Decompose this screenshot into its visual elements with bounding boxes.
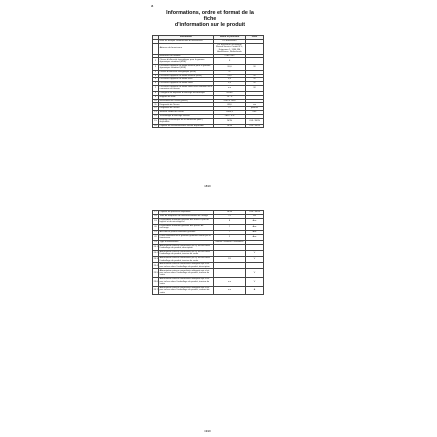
row-number: 5 <box>153 78 159 82</box>
row-value: LED / IPS <box>214 114 246 118</box>
row-value: 0,3 <box>214 82 246 86</box>
row-value: 16 : 9 <box>214 95 246 99</box>
row-unit <box>246 43 264 54</box>
row-value: 27 <box>214 107 246 111</box>
row-unit: V <box>246 250 264 256</box>
row-label: Alimentation externe normalisée adéquate qui n'est pas incluse dans l'emballage du produit, tension de sortie <box>159 278 214 287</box>
row-label: Rapport de taille <box>159 95 214 99</box>
row-number: 23.5 <box>153 269 159 278</box>
row-unit: A <box>246 286 264 295</box>
row-number: 18 <box>154 214 157 217</box>
row-unit: W <box>246 78 264 82</box>
row-label: Puissance appelée en mode arrêt <box>159 78 214 82</box>
row-number: 1 <box>153 58 159 64</box>
row-value: 2560 x 1440 <box>214 99 246 103</box>
row-unit: W <box>246 85 264 91</box>
row-value: n.a <box>214 85 246 91</box>
row-label: Alimentation externe normalisée (EPS) incluse dans l'emballage du produit, tension de sortie <box>159 250 214 256</box>
row-value: LG Electronics European Shared Service Center B.V., Krijgsman 1, 1186 DM Amstelveen, Netherlands <box>214 43 246 54</box>
row-label: Puissance appelée en mode marche pour la gamme dynamique standard (SDR) <box>159 64 214 70</box>
row-value: 20,0 <box>214 64 246 70</box>
table-row <box>153 269 264 278</box>
row-number: 11 <box>154 103 157 106</box>
row-unit: Ans <box>246 234 264 240</box>
row-label: Nom ou marque commerciale du fournisseur <box>159 39 214 43</box>
header-unit: Unité <box>246 36 264 40</box>
row-label: Classe d'efficacité énergétique (HDR) <box>159 70 214 74</box>
row-unit: cm² <box>246 110 264 114</box>
row-number: 15 <box>153 118 159 124</box>
table-row <box>153 278 264 287</box>
row-number: 23.7 <box>153 286 159 295</box>
row-label: Puissance appelée en mode veille avec maintien de la connexion au réseau <box>159 86 213 91</box>
row-unit: Hz <box>246 214 264 218</box>
row-number: 6 <box>153 82 159 86</box>
row-unit: V <box>246 257 264 263</box>
row-number: 23.1 <box>153 244 159 250</box>
row-value: G <box>214 70 246 74</box>
row-value: 75 <box>214 214 246 218</box>
row-label: Capteur de reconnaissance vocale disponible <box>159 124 214 128</box>
row-number: 7 <box>153 85 159 91</box>
row-label: Référence du modèle <box>159 54 214 58</box>
row-label: Assistance produit minimale garantie <box>159 230 214 234</box>
row-unit: OUI / NON <box>246 211 264 215</box>
row-value: 2 <box>214 234 246 240</box>
row-unit: cm <box>246 103 264 107</box>
row-unit: Ans <box>246 230 264 234</box>
row-value: NON <box>214 124 246 128</box>
row-label: Durée minimale de la garantie générale offerte par le fournisseur <box>159 234 214 240</box>
row-unit: W <box>246 74 264 78</box>
row-label: Taux de fréquence de rafraîchissement de l'image <box>159 214 214 218</box>
row-value: n.a <box>214 278 246 287</box>
row-unit: OUI / NON <box>246 124 264 128</box>
row-label: Surface visible de l'écran <box>159 110 214 114</box>
row-label: Alimentation externe normalisée adéquate qui n'est pas incluse dans l'emballage du produit, courant de sortie <box>159 286 214 295</box>
row-number: 2 <box>153 64 159 70</box>
product-info-table-1 <box>152 35 264 128</box>
row-unit: pouces <box>246 107 264 111</box>
document-title <box>162 10 258 28</box>
header-label: Information <box>159 36 214 40</box>
row-label: Type d'alimentation <box>159 240 214 244</box>
row-value: 2008,3 <box>214 110 246 114</box>
row-value: 8 <box>214 218 246 224</box>
row-unit: Ans <box>246 224 264 230</box>
row-number: 10 <box>154 99 157 102</box>
table-row <box>153 43 264 54</box>
row-number: 23.6 <box>153 278 159 287</box>
row-number: 22 <box>153 234 159 240</box>
row-number: 21 <box>154 231 157 234</box>
row-value: 19 <box>214 257 246 263</box>
row-number: 23.3 <box>153 257 159 263</box>
row-number: 23.4 <box>153 263 159 269</box>
row-value: NON <box>214 118 246 124</box>
row-label: Puissance appelée en mode marche (HDR) <box>159 74 214 78</box>
row-label: Technologie d'affichage utilisée <box>159 114 214 118</box>
header-value: Valeur et précision <box>214 36 246 40</box>
row-value: 68,6 <box>214 103 246 107</box>
row-value: NON <box>214 211 246 215</box>
row-label: Capteur de présence disponible <box>159 211 214 215</box>
row-label: Résolution de l'écran (pixels) <box>159 99 214 103</box>
row-value: 27BL750C <box>214 54 246 58</box>
row-number: 17 <box>154 211 157 214</box>
row-label: Réglage automatique de la luminosité (ABC) disponible <box>159 118 214 124</box>
row-value: Écran <box>214 92 246 96</box>
row-number: 13 <box>154 111 157 114</box>
row-label: Puissance appelée en mode veille <box>159 82 214 86</box>
row-label: Alimentation externe normalisée adéquate qui n'est pas incluse dans l'emballage du produit, description <box>159 263 214 269</box>
title-line-1: Informations, ordre et format de la fiche <box>166 10 254 22</box>
row-value: 29,0 <box>214 74 246 78</box>
row-label: Classe d'efficacité énergétique pour la gamme dynamique standard (SDR) <box>159 58 214 64</box>
row-unit: W <box>246 64 264 70</box>
row-value: 7 <box>214 230 246 234</box>
row-value: LG Electronics <box>214 39 246 43</box>
row-unit: Ans <box>246 218 264 224</box>
row-number: 14 <box>154 114 157 117</box>
corner-mark: a <box>151 3 154 8</box>
row-number: 19 <box>153 218 159 224</box>
title-line-2: d'information sur le produit <box>174 22 246 28</box>
row-number: 3 <box>153 70 159 74</box>
row-label: Adresse du fournisseur <box>159 43 214 54</box>
row-label: Diagonale de l'écran <box>159 103 214 107</box>
row-value: F <box>214 58 246 64</box>
row-number: 4 <box>153 74 159 78</box>
row-label: Alimentation externe normalisée (EPS) incluse dans l'emballage du produit, description <box>159 244 214 250</box>
document-page-1 <box>150 4 265 194</box>
row-label: Catégorie de dispositif d'affichage électronique <box>159 92 214 96</box>
row-number: 16 <box>154 124 157 127</box>
row-value <box>214 269 246 278</box>
table-row <box>153 124 264 128</box>
row-label: Alimentation externe normalisée (EPS) incluse dans l'emballage du produit, tension de sortie <box>159 257 214 263</box>
row-label: Disponibilité minimale garantie des pièces de rechange <box>159 224 214 230</box>
row-label: Diagonale de l'écran <box>159 107 214 111</box>
row-number: 12 <box>154 107 157 110</box>
page-number: 19/20 <box>204 430 211 433</box>
row-number: 23 <box>154 241 157 244</box>
row-unit: V <box>246 269 264 278</box>
row-number: 9 <box>153 95 159 99</box>
row-value: 0,3 <box>214 78 246 82</box>
row-number: 20 <box>153 224 159 230</box>
row-value: Interne / Externe / Normalisé <box>214 240 246 244</box>
row-unit: V <box>246 278 264 287</box>
document-page-2 <box>150 208 265 436</box>
row-value: 7 <box>214 224 246 230</box>
row-unit: W <box>246 82 264 86</box>
row-value: n.a <box>214 286 246 295</box>
row-label: Alimentation externe normalisée adéquate qui n'est pas incluse dans l'emballage du produit, tension de sortie <box>159 269 214 278</box>
row-label: Disponibilité minimale garantie des mises à jour du logiciel et du micrologiciel <box>159 218 214 224</box>
row-number: 23.2 <box>153 250 159 256</box>
row-number: 8 <box>153 92 159 96</box>
page-number: 18/20 <box>204 185 211 188</box>
table-row <box>153 286 264 295</box>
row-unit: OUI / NON <box>246 118 264 124</box>
product-info-table-2 <box>152 210 264 295</box>
